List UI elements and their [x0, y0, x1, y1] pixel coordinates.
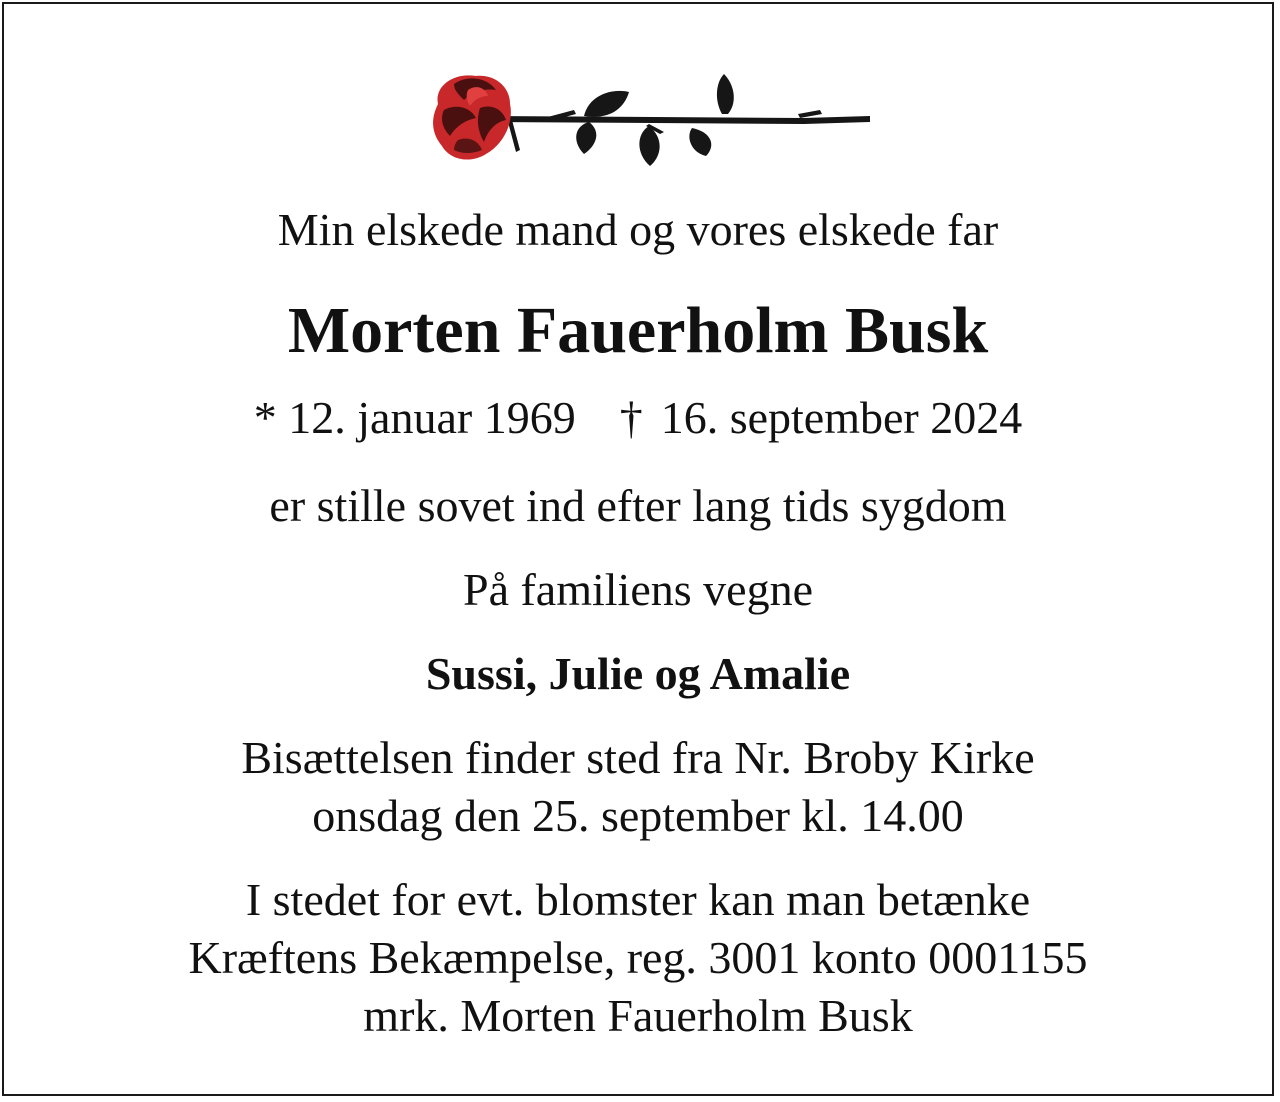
on-behalf-text: På familiens vegne: [462, 564, 813, 615]
life-dates: [4, 392, 1272, 444]
funeral-time: onsdag den 25. september kl. 14.00: [312, 790, 964, 841]
obituary-notice: [2, 2, 1274, 1096]
intro-text: Min elskede mand og vores elskede far: [277, 204, 999, 255]
death-date: 16. september 2024: [660, 392, 1023, 443]
donation-text-3: mrk. Morten Fauerholm Busk: [363, 990, 913, 1041]
family-names: Sussi, Julie og Amalie: [425, 648, 851, 699]
birth-date: * 12. januar 1969: [253, 392, 576, 443]
donation-text-2: Kræftens Bekæmpelse, reg. 3001 konto 0001155: [188, 932, 1088, 983]
funeral-location: Bisættelsen finder sted fra Nr. Broby Kirke: [241, 732, 1035, 783]
red-rose-icon: [424, 64, 874, 174]
dagger-icon: †: [619, 392, 643, 443]
passing-text: er stille sovet ind efter lang tids sygdom: [269, 480, 1007, 531]
donation-text-1: I stedet for evt. blomster kan man betænke: [245, 874, 1031, 925]
deceased-name: Morten Fauerholm Busk: [287, 294, 989, 367]
